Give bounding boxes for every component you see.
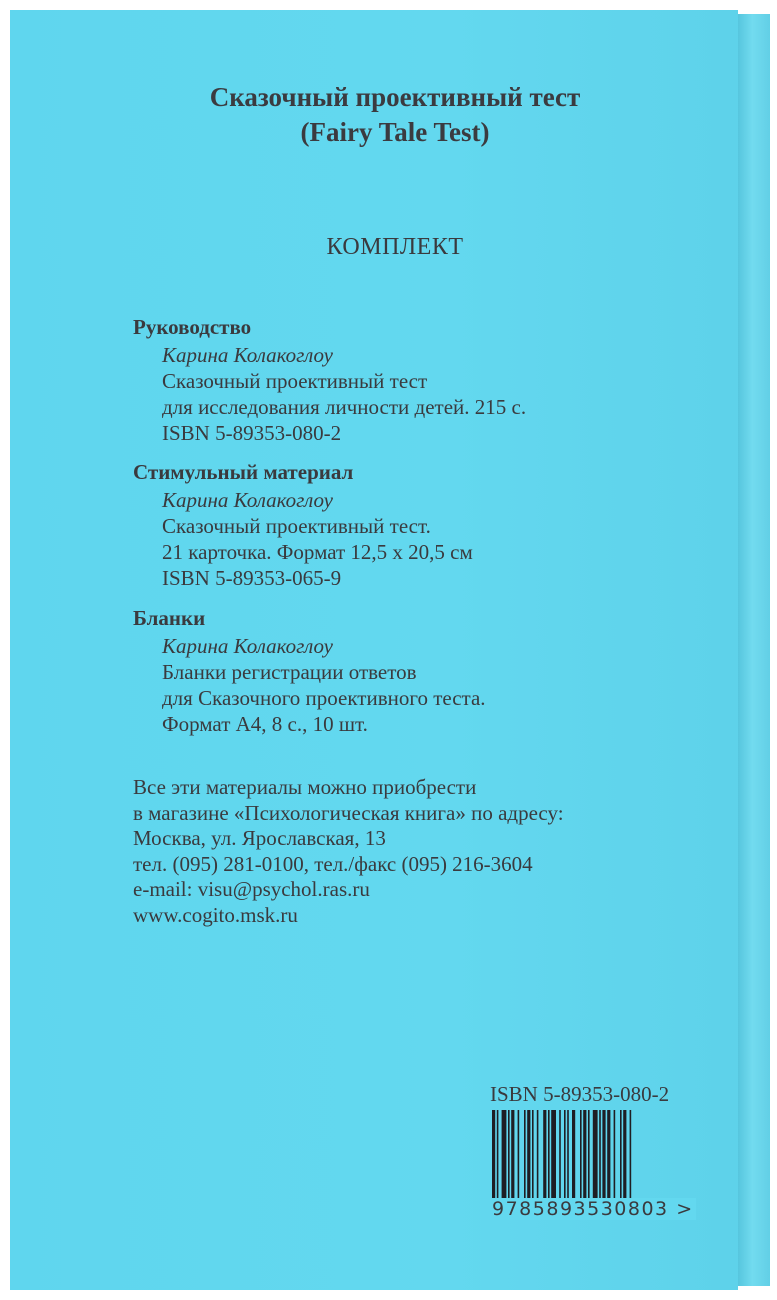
- book-title: Сказочный проективный тест: [209, 82, 581, 112]
- section-line: Сказочный проективный тест: [162, 369, 428, 393]
- section-line: ISBN 5-89353-080-2: [162, 421, 342, 445]
- section-line: Формат А4, 8 с., 10 шт.: [162, 712, 368, 736]
- section-author: Карина Колакоглоу: [162, 488, 333, 512]
- section-author: Карина Колакоглоу: [162, 634, 333, 658]
- contact-line: Москва, ул. Ярославская, 13: [133, 826, 386, 850]
- section-forms: [133, 604, 486, 737]
- book-spine-edge: [738, 14, 770, 1286]
- contact-email: e-mail: visu@psychol.ras.ru: [133, 877, 370, 901]
- section-heading: Руководство: [133, 315, 252, 339]
- contact-phone: тел. (095) 281-0100, тел./факс (095) 216-3604: [133, 851, 533, 876]
- section-heading: Стимульный материал: [133, 460, 354, 484]
- section-line: 21 карточка. Формат 12,5 х 20,5 см: [162, 540, 473, 564]
- book-title-english: (Fairy Tale Test): [300, 117, 490, 147]
- section-line: ISBN 5-89353-065-9: [162, 566, 342, 590]
- section-manual: [133, 313, 526, 446]
- contact-website: www.cogito.msk.ru: [133, 902, 298, 927]
- section-line: Бланки регистрации ответов: [162, 660, 417, 684]
- kit-heading: КОМПЛЕКТ: [326, 234, 464, 260]
- section-line: для Сказочного проективного теста.: [162, 686, 486, 710]
- section-stimulus-material: [133, 458, 473, 591]
- section-line: для исследования личности детей. 215 с.: [162, 395, 527, 419]
- contact-line: Все эти материалы можно приобрести: [133, 775, 477, 799]
- section-heading: Бланки: [133, 606, 206, 630]
- barcode-digits: 9785893530803 >: [492, 1198, 694, 1220]
- section-line: Сказочный проективный тест.: [162, 514, 431, 538]
- section-author: Карина Колакоглоу: [162, 343, 333, 367]
- isbn-label: ISBN 5-89353-080-2: [490, 1082, 670, 1106]
- contact-line: в магазине «Психологическая книга» по адресу:: [133, 800, 564, 825]
- purchase-contacts: [133, 775, 564, 928]
